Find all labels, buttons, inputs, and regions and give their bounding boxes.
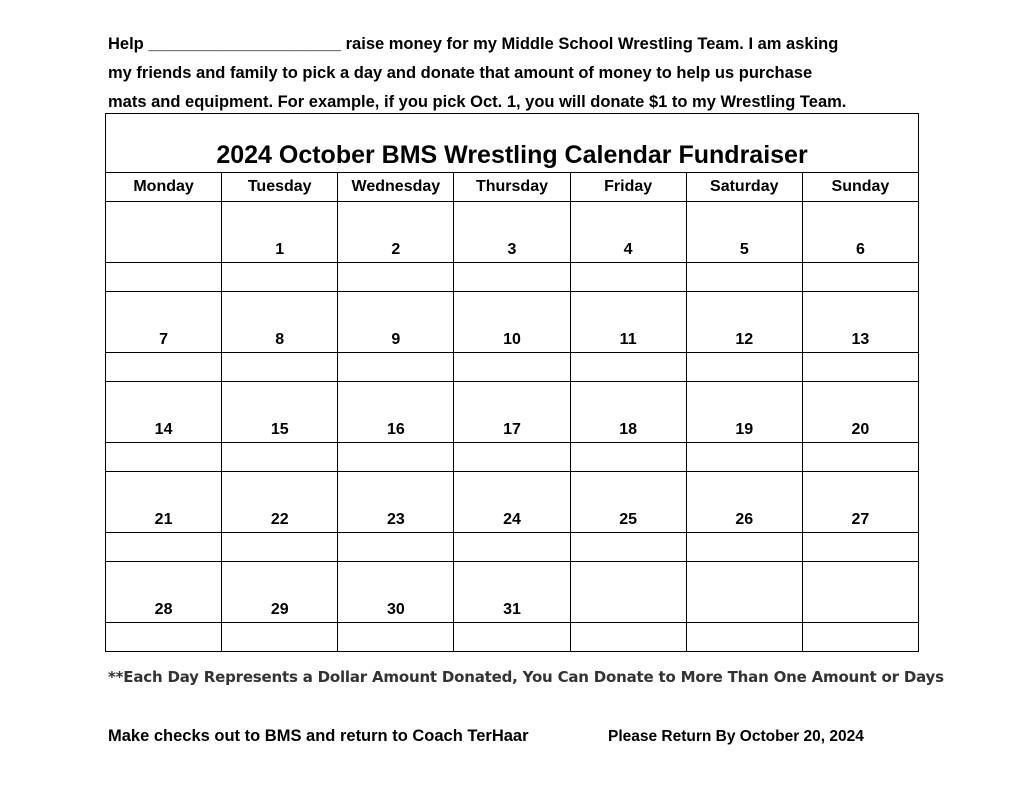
date-cell: 18	[570, 382, 686, 443]
intro-line-1: Help _____________________ raise money for my Middle School Wrestling Team. I am asking	[108, 35, 839, 53]
blank-cell	[686, 623, 802, 652]
blank-cell	[454, 443, 570, 472]
checks-instruction: Make checks out to BMS and return to Coach TerHaar	[108, 727, 529, 745]
blank-cell	[222, 263, 338, 292]
date-cell: 6	[802, 202, 918, 263]
intro-paragraph	[108, 30, 928, 117]
blank-cell	[686, 443, 802, 472]
weekday-header: Sunday	[802, 173, 918, 202]
donation-note: **Each Day Represents a Dollar Amount Donated, You Can Donate to More Than One Amount or Days	[108, 668, 944, 686]
date-cell: 27	[802, 472, 918, 533]
blank-cell	[802, 443, 918, 472]
weekday-header: Monday	[106, 173, 222, 202]
week-row	[106, 292, 919, 353]
week-row	[106, 202, 919, 263]
calendar-table	[105, 113, 919, 652]
date-cell: 26	[686, 472, 802, 533]
blank-cell	[106, 623, 222, 652]
date-cell: 22	[222, 472, 338, 533]
date-cell: 30	[338, 562, 454, 623]
date-cell: 14	[106, 382, 222, 443]
intro-line-3: mats and equipment. For example, if you pick Oct. 1, you will donate $1 to my Wrestling Team.	[108, 93, 847, 111]
date-cell: 29	[222, 562, 338, 623]
date-cell	[802, 562, 918, 623]
blank-cell	[686, 353, 802, 382]
blank-cell	[686, 533, 802, 562]
blank-cell	[570, 533, 686, 562]
blank-cell	[454, 533, 570, 562]
blank-cell	[454, 263, 570, 292]
date-cell: 4	[570, 202, 686, 263]
blank-cell	[686, 263, 802, 292]
week-blank-row	[106, 623, 919, 652]
date-cell: 31	[454, 562, 570, 623]
blank-cell	[338, 443, 454, 472]
weekday-header: Tuesday	[222, 173, 338, 202]
blank-cell	[338, 533, 454, 562]
week-blank-row	[106, 263, 919, 292]
week-row	[106, 472, 919, 533]
date-cell: 25	[570, 472, 686, 533]
date-cell: 12	[686, 292, 802, 353]
week-blank-row	[106, 443, 919, 472]
weekday-header: Thursday	[454, 173, 570, 202]
blank-cell	[222, 623, 338, 652]
date-cell	[106, 202, 222, 263]
date-cell: 8	[222, 292, 338, 353]
blank-cell	[454, 353, 570, 382]
date-cell: 5	[686, 202, 802, 263]
blank-cell	[222, 353, 338, 382]
weekday-header: Wednesday	[338, 173, 454, 202]
blank-cell	[570, 263, 686, 292]
date-cell: 2	[338, 202, 454, 263]
date-cell: 28	[106, 562, 222, 623]
week-blank-row	[106, 533, 919, 562]
date-cell: 9	[338, 292, 454, 353]
date-cell: 23	[338, 472, 454, 533]
blank-cell	[570, 443, 686, 472]
blank-cell	[222, 533, 338, 562]
date-cell	[570, 562, 686, 623]
date-cell: 17	[454, 382, 570, 443]
date-cell: 15	[222, 382, 338, 443]
blank-cell	[338, 623, 454, 652]
weekday-header: Saturday	[686, 173, 802, 202]
date-cell: 20	[802, 382, 918, 443]
blank-cell	[802, 263, 918, 292]
blank-cell	[802, 623, 918, 652]
blank-cell	[570, 623, 686, 652]
date-cell	[686, 562, 802, 623]
date-cell: 10	[454, 292, 570, 353]
blank-cell	[338, 353, 454, 382]
date-cell: 16	[338, 382, 454, 443]
blank-cell	[222, 443, 338, 472]
blank-cell	[106, 263, 222, 292]
blank-cell	[338, 263, 454, 292]
date-cell: 3	[454, 202, 570, 263]
week-blank-row	[106, 353, 919, 382]
date-cell: 19	[686, 382, 802, 443]
week-row	[106, 562, 919, 623]
blank-cell	[570, 353, 686, 382]
blank-cell	[106, 443, 222, 472]
date-cell: 13	[802, 292, 918, 353]
blank-cell	[802, 533, 918, 562]
week-row	[106, 382, 919, 443]
date-cell: 24	[454, 472, 570, 533]
intro-line-2: my friends and family to pick a day and donate that amount of money to help us purchase	[108, 64, 813, 82]
blank-cell	[106, 533, 222, 562]
blank-cell	[106, 353, 222, 382]
calendar-title: 2024 October BMS Wrestling Calendar Fundraiser	[106, 114, 919, 173]
date-cell: 21	[106, 472, 222, 533]
date-cell: 7	[106, 292, 222, 353]
weekday-header: Friday	[570, 173, 686, 202]
weekday-header-row	[106, 173, 919, 202]
blank-cell	[454, 623, 570, 652]
return-by-date: Please Return By October 20, 2024	[608, 728, 864, 745]
blank-cell	[802, 353, 918, 382]
date-cell: 1	[222, 202, 338, 263]
date-cell: 11	[570, 292, 686, 353]
